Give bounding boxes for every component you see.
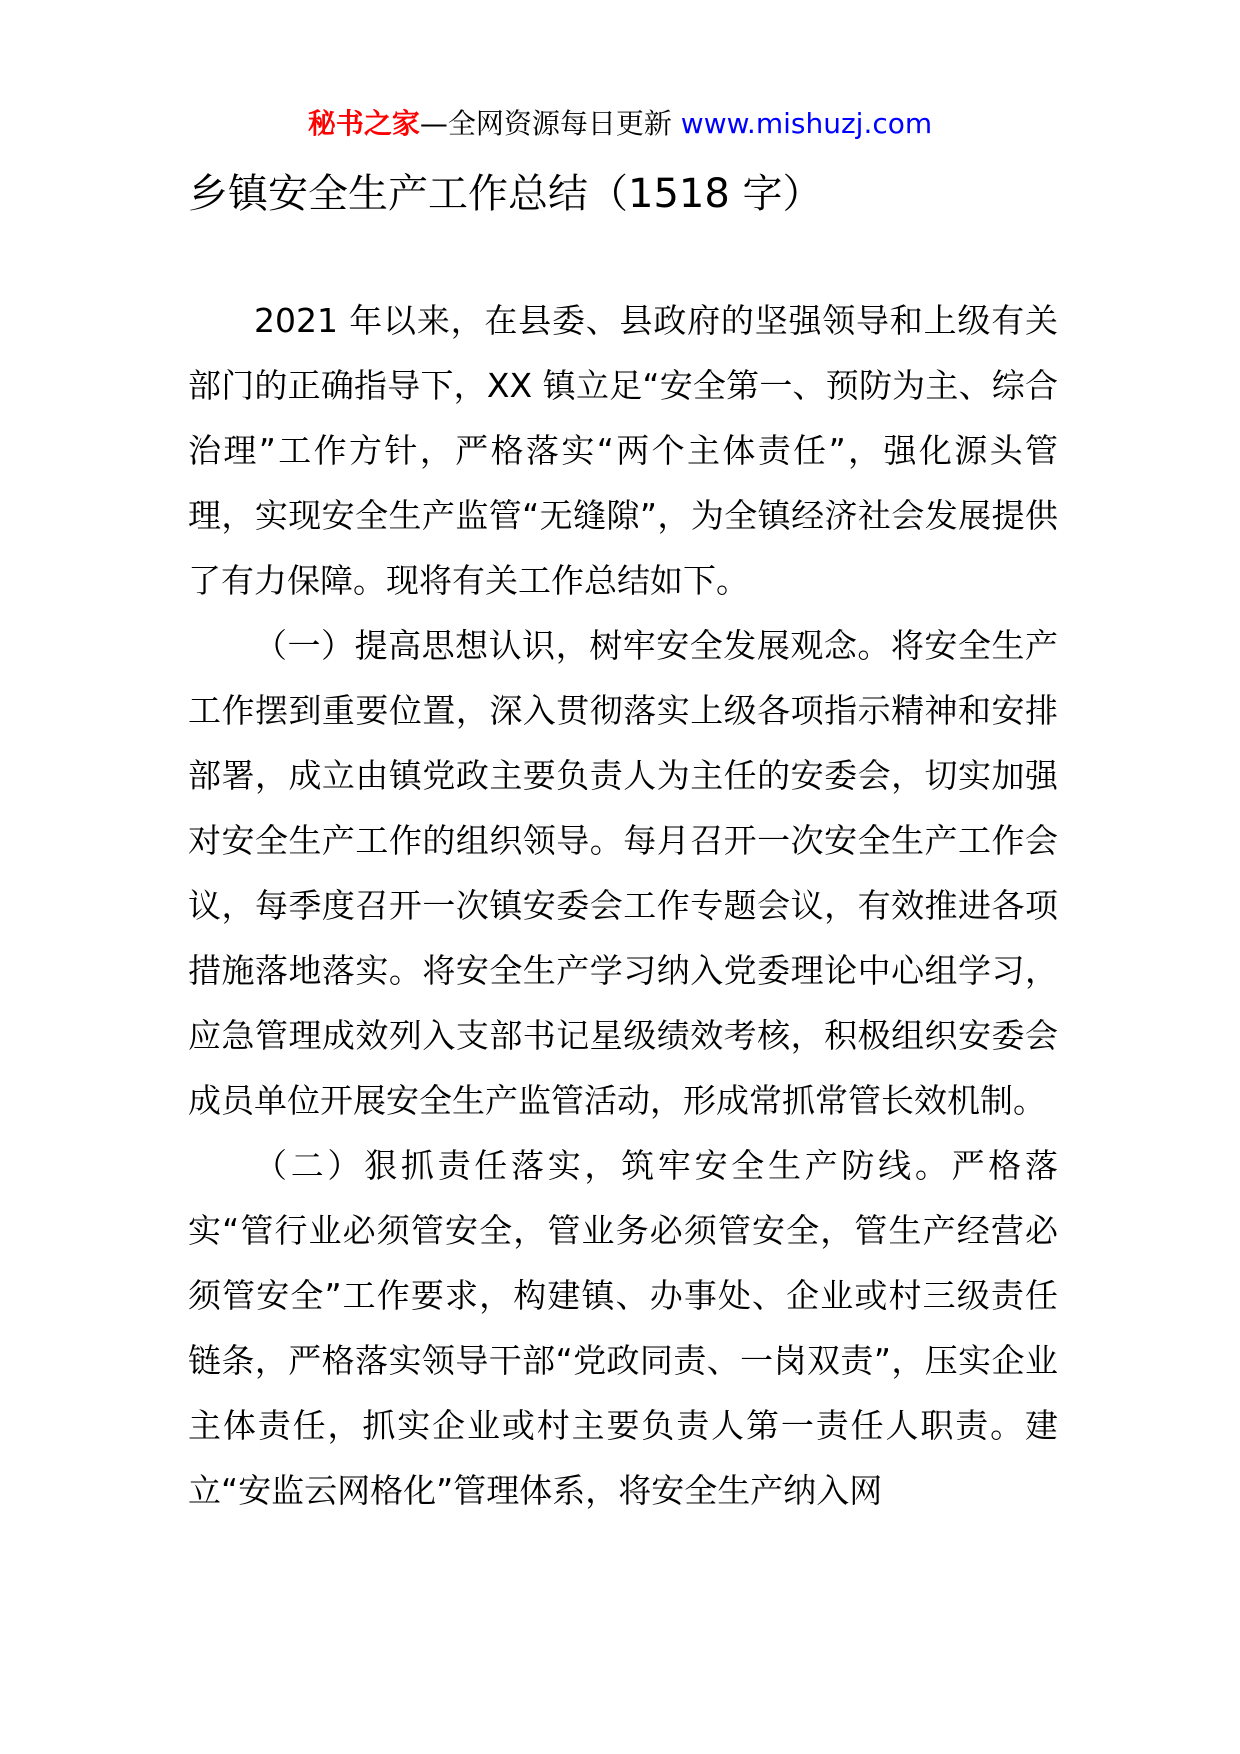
document-title: 乡镇安全生产工作总结（1518 字） xyxy=(188,171,823,217)
brand-name: 秘书之家 xyxy=(307,107,420,140)
site-url-link[interactable]: www.mishuzj.com xyxy=(680,107,933,140)
site-header xyxy=(0,104,1240,144)
document-body xyxy=(188,288,1058,1523)
paragraph-intro: 2021 年以来，在县委、县政府的坚强领导和上级有关部门的正确指导下，XX 镇立足“安全第一、预防为主、综合治理”工作方针，严格落实“两个主体责任”，强化源头管理，实现安全生产监管“无缝隙”，为全镇经济社会发展提供了有力保障。现将有关工作总结如下。 xyxy=(188,301,1058,600)
header-tagline: —全网资源每日更新 xyxy=(419,107,672,140)
paragraph-section-1: （一）提高思想认识，树牢安全发展观念。将安全生产工作摆到重要位置，深入贯彻落实上级各项指示精神和安排部署，成立由镇党政主要负责人为主任的安委会，切实加强对安全生产工作的组织领导。每月召开一次安全生产工作会议，每季度召开一次镇安委会工作专题会议，有效推进各项措施落地落实。将安全生产学习纳入党委理论中心组学习，应急管理成效列入支部书记星级绩效考核，积极组织安委会成员单位开展安全生产监管活动，形成常抓常管长效机制。 xyxy=(188,626,1058,1120)
paragraph-section-2: （二）狠抓责任落实，筑牢安全生产防线。严格落实“管行业必须管安全，管业务必须管安全，管生产经营必须管安全”工作要求，构建镇、办事处、企业或村三级责任链条，严格落实领导干部“党政同责、一岗双责”，压实企业主体责任，抓实企业或村主要负责人第一责任人职责。建立“安监云网格化”管理体系，将安全生产纳入网 xyxy=(188,1146,1058,1510)
